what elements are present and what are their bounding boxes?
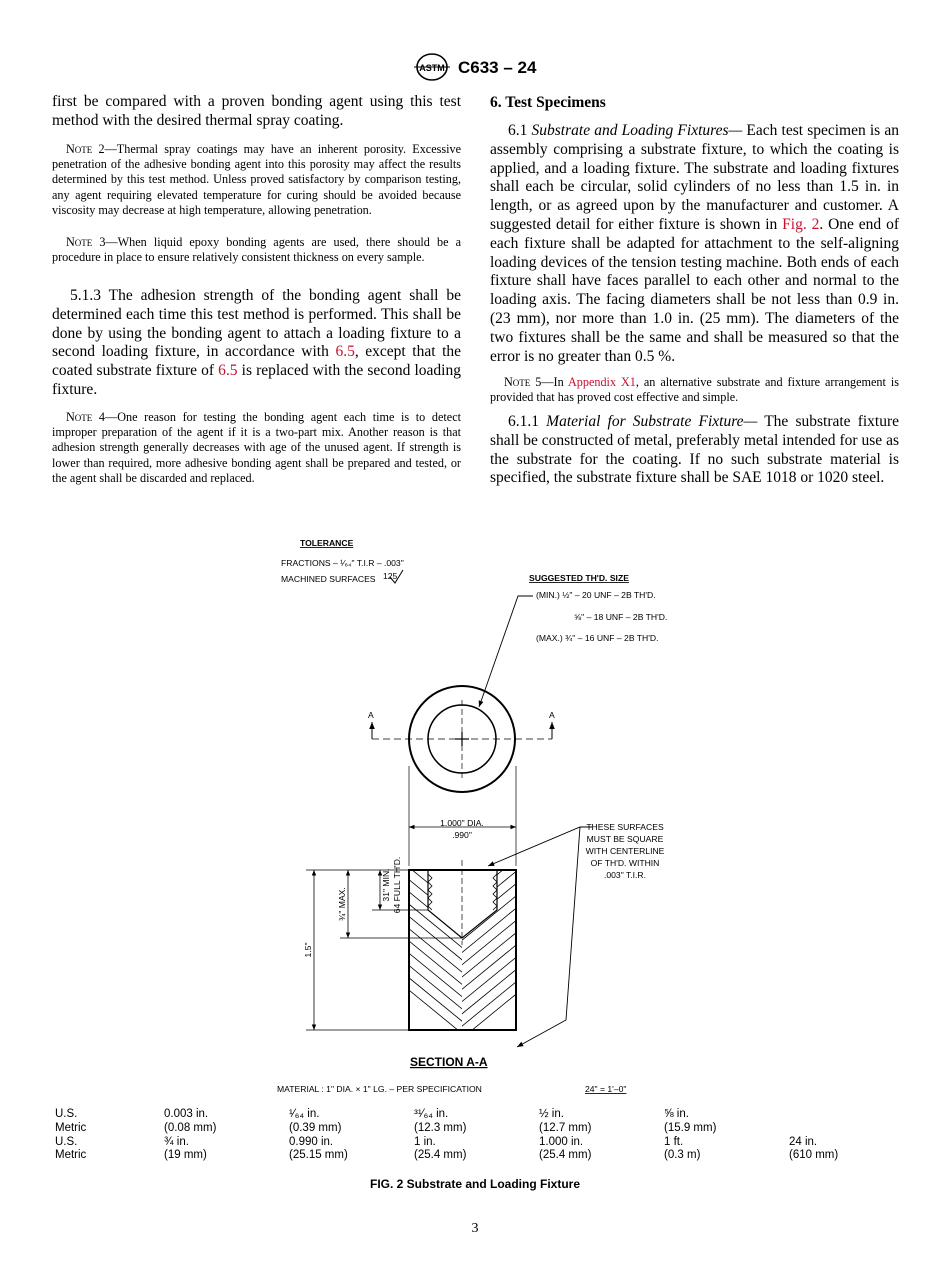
note-label: Note xyxy=(66,142,93,156)
tolerance-machined: MACHINED SURFACES xyxy=(281,574,376,584)
table-cell xyxy=(789,1108,838,1122)
paragraph-5-1-3 xyxy=(52,287,461,400)
fixture-section-outline xyxy=(409,870,516,1030)
table-cell: (25.15 mm) xyxy=(289,1149,348,1162)
table-cell: 0.990 in. xyxy=(289,1135,334,1148)
table-cell: 0.003 in. xyxy=(164,1108,209,1120)
surface-note-line: THESE SURFACES xyxy=(586,822,664,832)
diameter-min: .990" xyxy=(452,830,472,840)
table-cell: 1 ft. xyxy=(664,1135,684,1148)
table-cell: (610 mm) xyxy=(789,1149,839,1162)
table-cell: 24 in. xyxy=(789,1135,818,1148)
note-5 xyxy=(490,375,899,405)
drawing-scale: 24" = 1'–0" xyxy=(585,1084,627,1094)
table-cell: (25.4 mm) xyxy=(539,1149,592,1162)
table-cell: (15.9 mm) xyxy=(664,1121,717,1134)
tolerance-fractions: FRACTIONS – ¹⁄₆₄" T.I.R – .003" xyxy=(281,558,404,568)
table-cell: ⅝ in. xyxy=(664,1108,689,1120)
surface-leader-bottom xyxy=(517,827,580,1047)
section-link-6-5[interactable]: 6.5 xyxy=(335,343,355,361)
table-cell: (12.3 mm) xyxy=(414,1121,467,1134)
note-text: 3—When liquid epoxy bonding agents are used, there should be a procedure in place to ensure relatively consistent thickness on every sample. xyxy=(52,235,461,265)
paragraph-text: . One end of each fixture shall be adapted for attachment to the self-aligning loading devices of the tension testing machine. Both ends of each fixture shall have faces parallel to each other and normal to the loading axis. The facing diameters shall be not less than 0.9 in. (23 mm), nor more than 1.0 in. (25 mm). The diameters of the two fixtures shall be the same and shall be measured so that the error is no greater than 0.5 %. xyxy=(490,215,899,365)
thread-depth-full: 64 FULL TH'D. xyxy=(392,856,402,914)
table-cell: (25.4 mm) xyxy=(414,1149,467,1162)
table-cell: Metric xyxy=(55,1121,87,1134)
surface-note-line: .003" T.I.R. xyxy=(603,870,647,880)
table-cell: Metric xyxy=(55,1149,87,1162)
table-cell: ³¹⁄₆₄ in. xyxy=(414,1108,449,1120)
table-cell: (0.08 mm) xyxy=(164,1121,217,1134)
table-row xyxy=(55,1108,838,1122)
paragraph-text: , except that the coated substrate fixture of xyxy=(52,343,462,380)
figure-caption: FIG. 2 Substrate and Loading Fixture xyxy=(369,1177,581,1191)
note-text: 4—One reason for testing the bonding agent each time is to detect improper preparation of the agent if it is a two-part mix. Another reason is that adhesion strength generally decreases with age of the unused agent. If strength is lower than required, more adhesive bonding agent shall be prepared and tested, or the agent shall be discarded and replaced. xyxy=(52,410,461,485)
thread-size-min: (MIN.) ½" – 20 UNF – 2B TH'D. xyxy=(536,590,656,600)
table-cell: ¾ in. xyxy=(164,1135,189,1148)
unit-conversion-table xyxy=(55,1108,838,1163)
diameter-max: 1.000" DIA. xyxy=(440,818,484,828)
section-title: SECTION A-A xyxy=(410,1055,488,1069)
height-dimension: 1.5" xyxy=(303,942,313,958)
thread-depth-min: 31" MIN. xyxy=(381,868,391,902)
table-cell: ½ in. xyxy=(539,1108,564,1120)
surface-note-line: OF TH'D. WITHIN xyxy=(590,858,660,868)
table-row xyxy=(55,1149,838,1163)
fixture-drawing xyxy=(260,528,690,1100)
material-spec: MATERIAL : 1" DIA. × 1" LG. – PER SPECIFICATION xyxy=(277,1084,482,1094)
table-cell xyxy=(789,1122,838,1136)
surface-note-line: MUST BE SQUARE xyxy=(586,834,664,844)
table-row xyxy=(55,1122,838,1136)
hatch-left xyxy=(260,860,635,1040)
paragraph-continuation xyxy=(52,93,461,131)
paragraph-6-1-1 xyxy=(490,413,899,488)
tolerance-title: TOLERANCE xyxy=(300,538,354,548)
document-designation: C633 – 24 xyxy=(458,58,537,77)
logo-text: ASTM xyxy=(419,63,445,73)
paragraph-text: 5.1.3 The adhesion strength of the bonding agent shall be determined each time this test method is performed. This shall be done by using the bonding agent to attach a loading fixture to a second loading fixture, in accordance with xyxy=(52,287,461,361)
table-cell: (19 mm) xyxy=(164,1149,207,1162)
section-mark-right: A xyxy=(549,710,555,720)
section-link-6-5[interactable]: 6.5 xyxy=(218,362,238,380)
note-label: Note xyxy=(66,410,93,424)
paragraph-text: Each test specimen is an assembly comprising a substrate fixture, to which the coating is applied, and a loading fixture. The substrate and loading fixtures shall each be circular, solid cylinders of no less than 1.5 in. in length, or as agreed upon by the manufacturer and customer. A suggested detail for either fixture is shown in xyxy=(490,122,899,233)
table-cell: ¹⁄₆₄ in. xyxy=(289,1108,320,1120)
paragraph-text: is replaced with the second loading fixture. xyxy=(52,362,461,398)
paragraph-title: Substrate and Loading Fixtures— xyxy=(531,122,743,139)
table-row xyxy=(55,1136,838,1150)
paragraph-title: Material for Substrate Fixture— xyxy=(546,413,758,430)
table-cell: U.S. xyxy=(55,1108,78,1120)
table-cell: 1 in. xyxy=(414,1135,436,1148)
thread-size-mid: ⅝" – 18 UNF – 2B TH'D. xyxy=(574,612,668,622)
hatch-right xyxy=(295,860,680,1040)
paragraph-text: first be compared with a proven bonding agent using this test method with the desired thermal spray coating. xyxy=(52,93,461,129)
note-2 xyxy=(52,142,461,218)
thread-title: SUGGESTED TH'D. SIZE xyxy=(529,573,629,583)
depth-max-dimension: ¾" MAX. xyxy=(337,887,347,921)
surface-note-line: WITH CENTERLINE xyxy=(585,846,665,856)
paragraph-number: 6.1.1 xyxy=(508,413,547,430)
note-4 xyxy=(52,410,461,486)
note-text: 2—Thermal spray coatings may have an inherent porosity. Excessive penetration of the adhesive bonding agent into this porosity may affect the results determined by this test method. Unless proved satisfactory by comparison testing, any agent requiring elevated temperature for curing should be avoided because viscosity may decrease at high temperature, allowing penetration. xyxy=(52,142,461,217)
table-cell: U.S. xyxy=(55,1135,78,1148)
table-cell: 1.000 in. xyxy=(539,1135,584,1148)
thread-size-max: (MAX.) ¾" – 16 UNF – 2B TH'D. xyxy=(536,633,659,643)
note-text: 5—In xyxy=(530,375,568,389)
note-label: Note xyxy=(66,235,93,249)
note-label: Note xyxy=(504,375,531,389)
surface-leader-top xyxy=(488,827,592,866)
note-text: , an alternative substrate and fixture arrangement is provided that has proved cost effective and simple. xyxy=(490,375,899,405)
paragraph-text: The substrate fixture shall be constructed of metal, preferably metal intended for use as the substrate for the coating. If no such substrate material is specified, the substrate fixture shall be SAE 1018 or 1020 steel. xyxy=(490,413,900,487)
table-cell: (0.3 m) xyxy=(664,1149,701,1162)
figure-link-fig-2[interactable]: Fig. 2 xyxy=(782,215,820,233)
paragraph-6-1 xyxy=(490,122,899,366)
note-3 xyxy=(52,235,461,265)
table-cell: (0.39 mm) xyxy=(289,1121,342,1134)
thread-leader-line xyxy=(479,596,533,707)
section-mark-left: A xyxy=(368,710,374,720)
astm-logo xyxy=(412,52,452,82)
page-number: 3 xyxy=(471,1221,479,1236)
section-heading: 6. Test Specimens xyxy=(490,94,606,111)
table-cell: (12.7 mm) xyxy=(539,1121,592,1134)
appendix-link-x1[interactable]: Appendix X1 xyxy=(567,375,636,389)
surface-finish-value: 125 xyxy=(383,571,398,581)
paragraph-number: 6.1 xyxy=(508,122,532,139)
